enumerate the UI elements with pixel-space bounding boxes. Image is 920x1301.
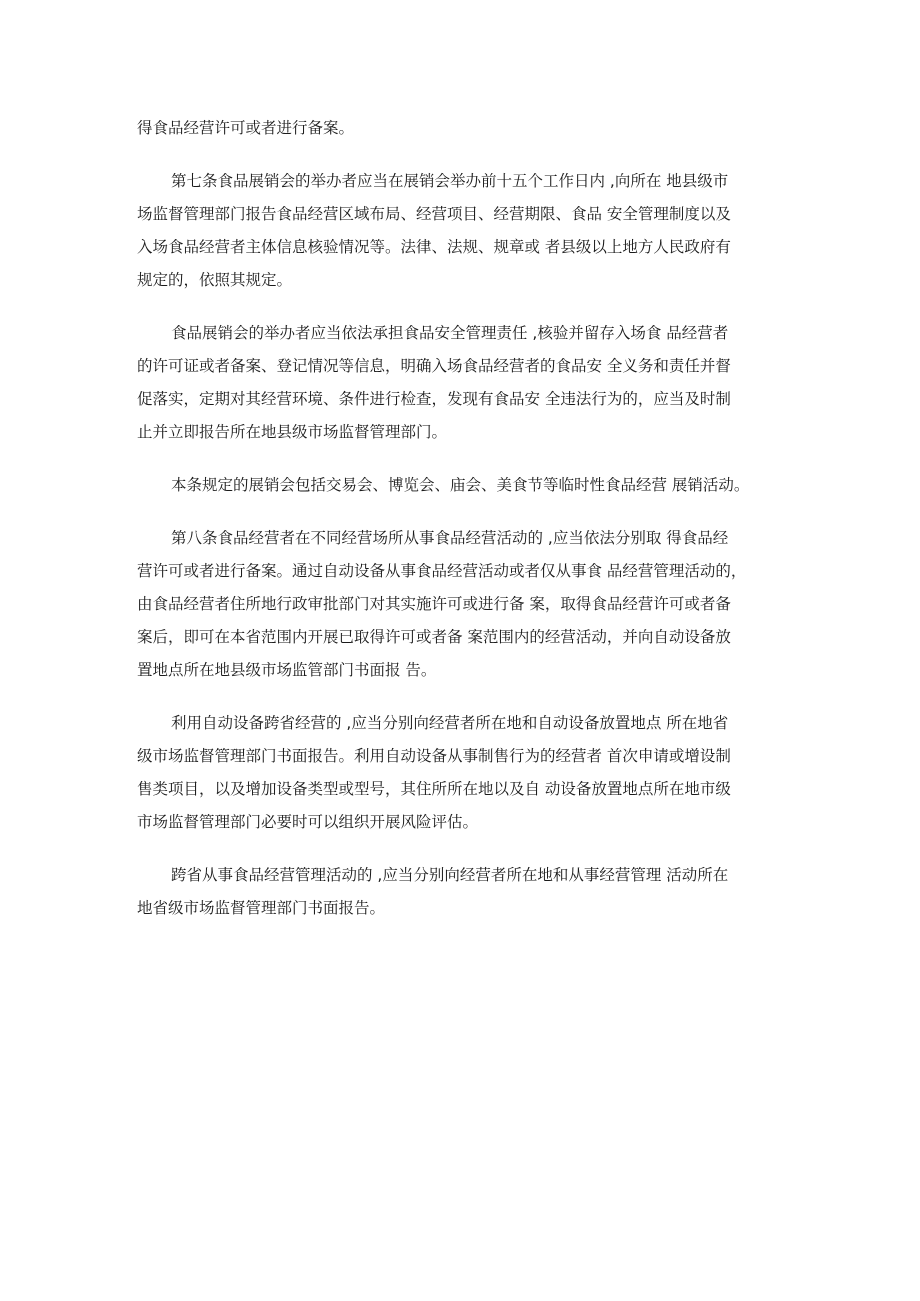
text-line: 市场监督管理部门必要时可以组织开展风险评估。: [137, 813, 479, 831]
text-line: 第八条食品经营者在不同经营场所从事食品经营活动的 ,应当依法分别取 得食品经: [171, 529, 729, 547]
text-line: 的许可证或者备案、登记情况等信息，明确入场食品经营者的食品安 全义务和责任并督: [137, 357, 731, 375]
text-line: 第七条食品展销会的举办者应当在展销会举办前十五个工作日内 ,向所在 地县级市: [171, 172, 729, 190]
text-line: 地省级市场监督管理部门书面报告。: [137, 899, 386, 917]
text-line: 售类项目，以及增加设备类型或型号，其住所所在地以及自 动设备放置地点所在地市级: [137, 780, 731, 798]
text-line: 本条规定的展销会包括交易会、博览会、庙会、美食节等临时性食品经营 展销活动。: [171, 476, 750, 494]
paragraph-article-8: [137, 522, 785, 687]
text-line: 入场食品经营者主体信息核验情况等。法律、法规、规章或 者县级以上地方人民政府有: [137, 238, 731, 256]
text-line: 止并立即报告所在地县级市场监督管理部门。: [137, 423, 448, 441]
text-line: 得食品经营许可或者进行备案。: [137, 119, 355, 137]
text-line: 场监督管理部门报告食品经营区域布局、经营项目、经营期限、食品 安全管理制度以及: [137, 205, 731, 223]
document-body: [137, 112, 785, 945]
text-line: 利用自动设备跨省经营的 ,应当分别向经营者所在地和自动设备放置地点 所在地省: [171, 714, 729, 732]
text-line: 规定的，依照其规定。: [137, 271, 293, 289]
paragraph-3: [137, 317, 785, 449]
text-line: 由食品经营者住所地行政审批部门对其实施许可或进行备 案，取得食品经营许可或者备: [137, 595, 731, 613]
text-line: 级市场监督管理部门书面报告。利用自动设备从事制售行为的经营者 首次申请或增设制: [137, 747, 731, 765]
text-line: 促落实，定期对其经营环境、条件进行检查，发现有食品安 全违法行为的，应当及时制: [137, 390, 731, 408]
paragraph-article-7: [137, 165, 785, 297]
text-line: 跨省从事食品经营管理活动的 ,应当分别向经营者所在地和从事经营管理 活动所在: [171, 866, 729, 884]
text-line: 案后，即可在本省范围内开展已取得许可或者备 案范围内的经营活动，并向自动设备放: [137, 628, 731, 646]
paragraph-7: [137, 859, 785, 925]
paragraph-6: [137, 707, 785, 839]
text-line: 营许可或者进行备案。通过自动设备从事食品经营活动或者仅从事食 品经营管理活动的，: [137, 562, 747, 580]
text-line: 食品展销会的举办者应当依法承担食品安全管理责任 ,核验并留存入场食 品经营者: [171, 324, 729, 342]
text-line: 置地点所在地县级市场监管部门书面报 告。: [137, 661, 437, 679]
paragraph-4: [137, 469, 785, 502]
paragraph-1: [137, 112, 785, 145]
